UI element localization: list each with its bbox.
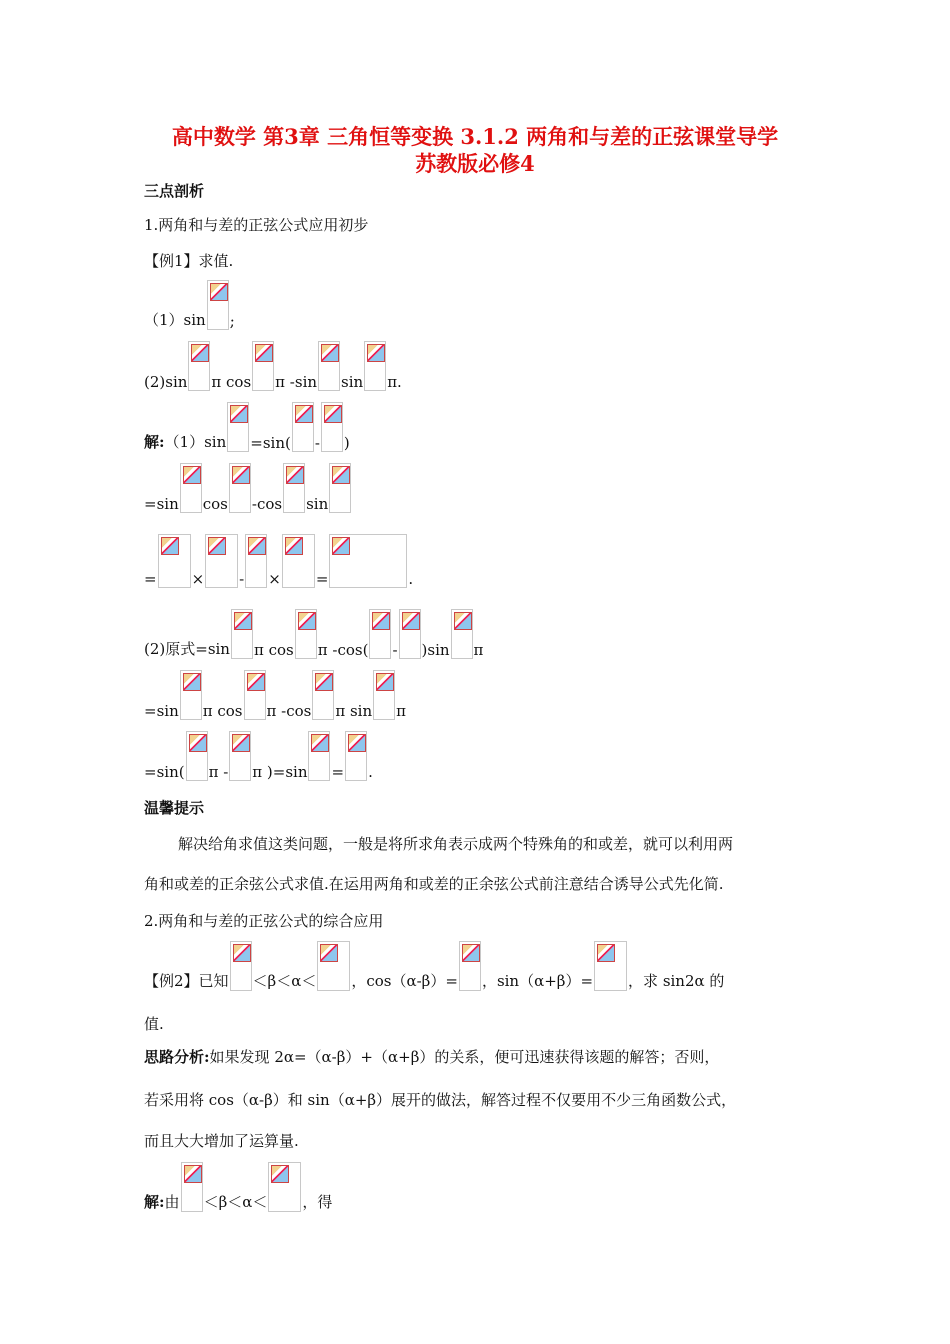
sol-text: π: [473, 641, 484, 659]
sol-text: (2)原式=sin: [144, 640, 230, 658]
formula-image-icon: [227, 402, 249, 452]
formula-image-icon: [229, 731, 251, 781]
example2-line: [144, 941, 724, 991]
formula-image-icon: [181, 1162, 203, 1212]
doc-title-line1: 高中数学 第3章 三角恒等变换 3.1.2 两角和与差的正弦课堂导学: [171, 124, 779, 149]
doc-title-line2: 苏教版必修4: [415, 151, 535, 176]
q1-line: [144, 280, 235, 330]
formula-image-icon: [230, 941, 252, 991]
q1-text-a: （1）sin: [144, 311, 206, 329]
sol-text: .: [408, 570, 414, 588]
sol-text: π -cos(: [317, 641, 369, 659]
solution-label: 解:: [144, 1193, 165, 1211]
sol-text: =: [315, 570, 329, 588]
formula-image-icon: [318, 341, 340, 391]
formula-image-icon: [180, 463, 202, 513]
sol-text: ×: [268, 570, 281, 588]
formula-image-icon: [321, 402, 343, 452]
example2-end: 值.: [144, 1015, 164, 1033]
sol1-line2: [144, 463, 352, 513]
formula-image-icon: [205, 534, 238, 588]
sol-text: =: [144, 570, 157, 588]
tip-heading: 温馨提示: [144, 799, 205, 817]
sol-text: =sin: [144, 702, 179, 720]
ex2-text: ，cos（α-β）=: [351, 972, 458, 990]
formula-image-icon: [188, 341, 210, 391]
sol-text: -: [314, 434, 320, 452]
sol-text: -: [392, 641, 398, 659]
formula-image-icon: [245, 534, 267, 588]
solution-label: 解:: [144, 433, 165, 451]
q2-text: sin: [341, 373, 364, 391]
formula-image-icon: [345, 731, 367, 781]
formula-image-icon: [244, 670, 266, 720]
example1-label: 【例1】求值.: [144, 252, 234, 270]
formula-image-icon: [308, 731, 330, 781]
sol1-line3: [144, 534, 413, 588]
sol-text: π )=sin: [252, 763, 308, 781]
sol2-line3: [144, 731, 373, 781]
q2-text: π -sin: [275, 373, 318, 391]
item1-heading: 1.两角和与差的正弦公式应用初步: [144, 216, 369, 234]
ex2-text: ，sin（α+β）=: [481, 972, 594, 990]
formula-image-icon: [231, 609, 253, 659]
q2-text: π cos: [211, 373, 252, 391]
formula-image-icon: [594, 941, 627, 991]
analysis-label: 思路分析:: [144, 1048, 210, 1066]
sol-text: ，得: [302, 1193, 333, 1211]
section-heading-analysis: 三点剖析: [144, 182, 205, 200]
analysis-line1: [144, 1046, 719, 1067]
sol-text: π -cos: [266, 702, 312, 720]
ex2-text: ＜β＜α＜: [252, 972, 317, 990]
sol-text: )sin: [421, 641, 450, 659]
sol-text: π: [396, 702, 406, 720]
ex2-text: ，求 sin2α 的: [628, 972, 725, 990]
sol-text: =sin(: [250, 434, 291, 452]
formula-image-icon: [282, 534, 315, 588]
sol1-line1: [144, 402, 350, 452]
sol-text: cos: [202, 495, 228, 513]
formula-image-icon: [207, 280, 229, 330]
sol-text: ): [343, 434, 350, 452]
formula-image-icon: [186, 731, 208, 781]
sol-text: =sin: [144, 495, 179, 513]
formula-image-icon: [399, 609, 421, 659]
sol-text: =sin(: [144, 763, 185, 781]
q2-line: [144, 341, 402, 391]
q2-text: π.: [387, 373, 402, 391]
formula-image-icon: [364, 341, 386, 391]
q1-text-b: ;: [229, 312, 235, 330]
formula-image-icon: [329, 534, 407, 588]
formula-image-icon: [180, 670, 202, 720]
formula-image-icon: [451, 609, 473, 659]
formula-image-icon: [369, 609, 391, 659]
formula-image-icon: [252, 341, 274, 391]
q2-text: (2)sin: [144, 373, 188, 391]
sol-text: 由: [164, 1193, 180, 1211]
sol-text: π sin: [335, 702, 373, 720]
sol-text: ＜β＜α＜: [203, 1193, 268, 1211]
formula-image-icon: [295, 609, 317, 659]
formula-image-icon: [229, 463, 251, 513]
sol-text: .: [368, 763, 373, 781]
tip-paragraph-line1: 解决给角求值这类问题，一般是将所求角表示成两个特殊角的和或差，就可以利用两: [178, 835, 734, 853]
analysis-line2: 若采用将 cos（α-β）和 sin（α+β）展开的做法，解答过程不仅要用不少三角函数公式，: [144, 1091, 737, 1109]
formula-image-icon: [329, 463, 351, 513]
sol-text: sin: [306, 495, 329, 513]
analysis-line3: 而且大大增加了运算量.: [144, 1132, 299, 1150]
item2-heading: 2.两角和与差的正弦公式的综合应用: [144, 912, 384, 930]
sol-text: π cos: [253, 641, 294, 659]
formula-image-icon: [292, 402, 314, 452]
sol-text: =: [331, 763, 345, 781]
sol-ex2-line: [144, 1162, 332, 1212]
tip-paragraph-line2: 角和或差的正余弦公式求值.在运用两角和或差的正余弦公式前注意结合诱导公式先化简.: [144, 875, 724, 893]
formula-image-icon: [158, 534, 191, 588]
formula-image-icon: [268, 1162, 301, 1212]
sol-text: π -: [208, 763, 229, 781]
sol2-line2: [144, 670, 406, 720]
formula-image-icon: [373, 670, 395, 720]
formula-image-icon: [459, 941, 481, 991]
sol-text: π cos: [202, 702, 243, 720]
sol-text: （1）sin: [164, 433, 227, 451]
formula-image-icon: [317, 941, 350, 991]
sol2-line1: [144, 609, 483, 659]
formula-image-icon: [312, 670, 334, 720]
analysis-text: 如果发现 2α=（α-β）+（α+β）的关系，便可迅速获得该题的解答；否则，: [209, 1048, 720, 1066]
sol-text: -: [239, 570, 245, 588]
sol-text: -cos: [251, 495, 283, 513]
formula-image-icon: [283, 463, 305, 513]
ex2-text: 【例2】已知: [144, 972, 229, 990]
sol-text: ×: [191, 570, 205, 588]
